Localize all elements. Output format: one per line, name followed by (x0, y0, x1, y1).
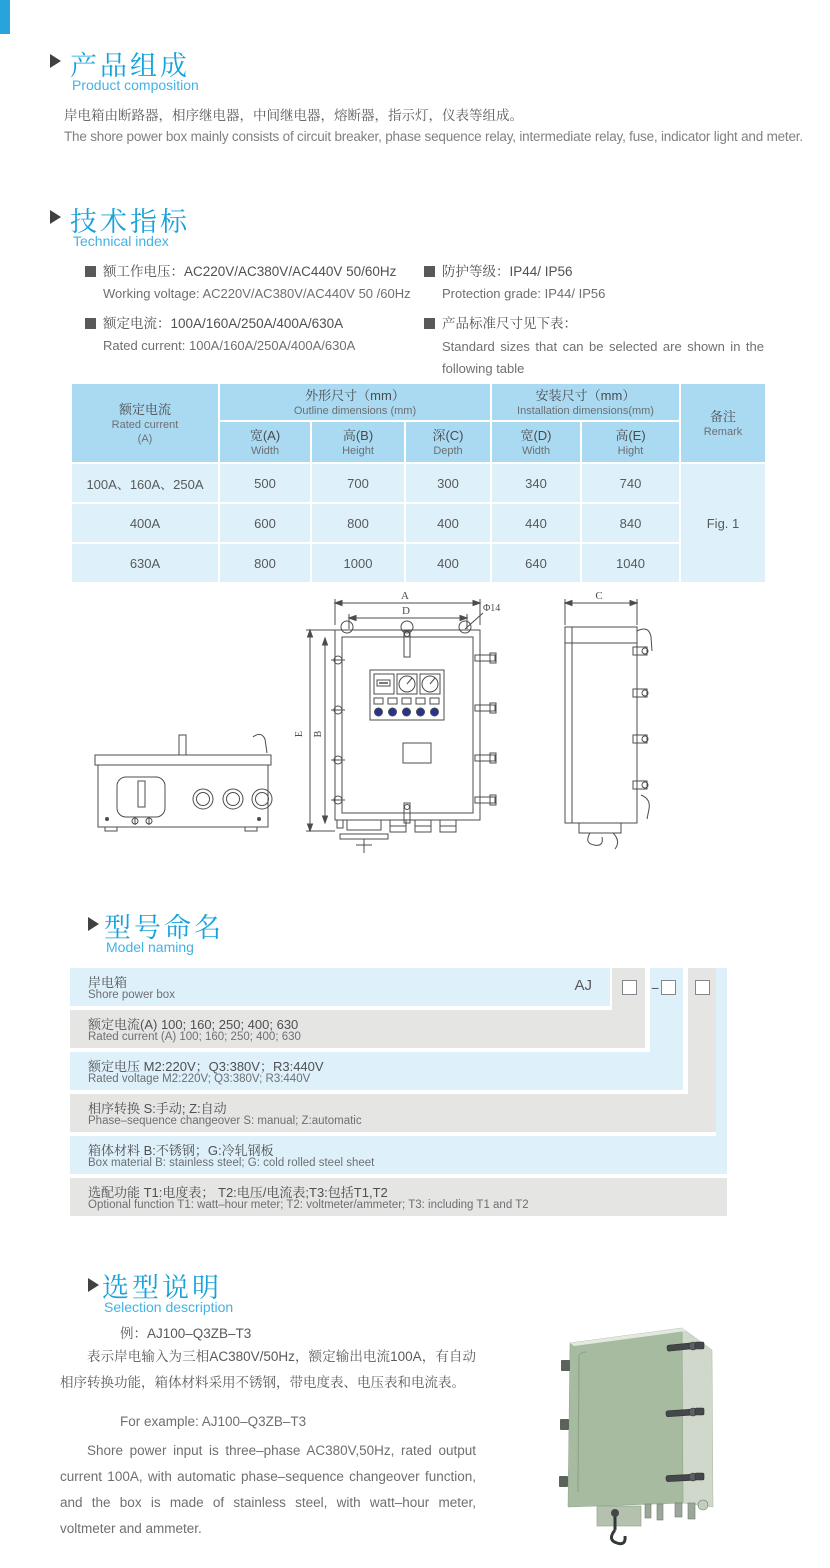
table-row (72, 544, 765, 582)
cell-value: 800 (220, 544, 310, 582)
table-header-rated-current: 额定电流 Rated current (A) (72, 384, 218, 462)
cabinet-bottom-bracket (597, 1506, 641, 1526)
cell-value: 1000 (312, 544, 404, 582)
model-row-optional-function: 选配功能 T1:电度表； T2:电压/电流表;T3:包括T1,T2 Optional function T1: watt–hour meter; T2: voltmeter/ammeter; T3: including T1 and T2 (70, 1178, 727, 1216)
section-arrow-icon (50, 210, 61, 224)
section-arrow-icon (88, 917, 99, 931)
cell-value: 400 (406, 544, 490, 582)
dim-label-d: D (402, 605, 410, 617)
model-code-box-3 (695, 980, 710, 995)
cell-value: 700 (312, 464, 404, 502)
model-row-rated-voltage: 额定电压 M2:220V；Q3:380V；R3:440V Rated voltage M2:220V; Q3:380V; R3:440V (70, 1052, 683, 1090)
side-latches (633, 629, 652, 819)
side-view-drawing (565, 599, 652, 849)
table-header-remark: 备注 Remark (681, 384, 765, 462)
cabinet-front-face (568, 1328, 683, 1507)
spec-working-voltage-en: Working voltage: AC220V/AC380V/AC440V 50 /60Hz (103, 286, 411, 301)
table-subheader-width-a: 宽(A) Width (220, 422, 310, 462)
spec-rated-current-cn: 额定电流：100A/160A/250A/400A/630A (85, 312, 343, 332)
bottom-view-drawing (95, 734, 272, 831)
section-subtitle-technical-index: Technical index (73, 233, 169, 249)
product-photo-cabinet (545, 1300, 785, 1568)
model-row-shore-power-box: 岸电箱 Shore power box AJ (70, 968, 610, 1006)
spec-protection-grade-cn: 防护等级：IP44/ IP56 (424, 260, 573, 280)
selection-body-cn: 表示岸电输入为三相AC380V/50Hz，额定输出电流100A，有自动相序转换功能，箱体材料采用不锈钢，带电度表、电压表和电流表。 (60, 1349, 476, 1390)
technical-drawings (85, 585, 685, 875)
composition-body-cn: 岸电箱由断路器，相序继电器，中间继电器，熔断器，指示灯，仪表等组成。 (64, 108, 523, 123)
model-code-dash: − (651, 980, 660, 996)
spec-bullet-icon (85, 266, 96, 277)
table-row (72, 464, 765, 502)
hinges (475, 653, 496, 805)
cell-current: 630A (72, 544, 218, 582)
cell-value: 740 (582, 464, 679, 502)
model-row-phase-sequence: 相序转换 S:手动; Z:自动 Phase–sequence changeover S: manual; Z:automatic (70, 1094, 716, 1132)
section-subtitle-model-naming: Model naming (106, 939, 194, 955)
dim-label-a: A (401, 590, 409, 602)
standard-size-table (70, 382, 767, 584)
spec-working-voltage-cn: 额工作电压：AC220V/AC380V/AC440V 50/60Hz (85, 260, 396, 280)
dim-label-c: C (595, 590, 603, 602)
model-row-rated-current: 额定电流(A) 100; 160; 250; 400; 630 Rated current (A) 100; 160; 250; 400; 630 (70, 1010, 645, 1048)
cell-value: 300 (406, 464, 490, 502)
cell-current: 400A (72, 504, 218, 542)
cell-value: 1040 (582, 544, 679, 582)
section-subtitle-selection: Selection description (104, 1299, 234, 1315)
section-title-model-naming: 型号命名 (104, 913, 224, 943)
section-title-product-composition: 产品组成 (70, 51, 190, 81)
section-subtitle-product-composition: Product composition (72, 77, 199, 93)
selection-example-cn: 例：AJ100–Q3ZB–T3 (120, 1326, 252, 1341)
spec-rated-current-en: Rated current: 100A/160A/250A/400A/630A (103, 338, 356, 353)
section-arrow-icon (88, 1278, 99, 1292)
spec-standard-sizes-cn: 产品标准尺寸见下表： (424, 312, 577, 332)
dim-label-e: E (294, 730, 305, 738)
model-row-box-material: 箱体材料 B:不锈钢；G:冷轧钢板 Box material B: stainless steel; G: cold rolled steel sheet (70, 1136, 727, 1174)
spec-standard-sizes-en: Standard sizes that can be selected are shown in the following table (442, 339, 764, 376)
cell-value: 800 (312, 504, 404, 542)
cell-remark: Fig. 1 (681, 464, 765, 582)
composition-body-en: The shore power box mainly consists of circuit breaker, phase sequence relay, intermediate relay, fuse, indicator light and meter. (64, 129, 803, 144)
section-arrow-icon (50, 54, 61, 68)
section-title-technical-index: 技术指标 (70, 207, 190, 237)
model-prefix: AJ (574, 977, 592, 994)
cell-current: 100A、160A、250A (72, 464, 218, 502)
table-header-installation-dimensions: 安装尺寸（mm） Installation dimensions(mm) (492, 384, 679, 420)
model-code-box-2 (661, 980, 676, 995)
door-bolts (331, 656, 345, 804)
selection-body-en: Shore power input is three–phase AC380V,50Hz, rated output current 100A, with automatic phase–sequence changeover function, and the box is made of stainless steel, with watt–hour meter, voltmeter and ammeter. (60, 1443, 476, 1536)
cell-value: 500 (220, 464, 310, 502)
section-title-selection: 选型说明 (102, 1273, 222, 1303)
cell-value: 600 (220, 504, 310, 542)
corner-accent-stripe (0, 0, 10, 34)
spec-bullet-icon (424, 266, 435, 277)
indicator-lights (374, 698, 439, 716)
table-row (72, 504, 765, 542)
selection-example-en: For example: AJ100–Q3ZB–T3 (120, 1414, 307, 1429)
table-header-outline-dimensions: 外形尺寸（mm） Outline dimensions (mm) (220, 384, 490, 420)
table-subheader-width-d: 宽(D) Width (492, 422, 580, 462)
cell-value: 440 (492, 504, 580, 542)
table-subheader-height-b: 高(B) Height (312, 422, 404, 462)
table-subheader-height-e: 高(E) Hight (582, 422, 679, 462)
spec-protection-grade-en: Protection grade: IP44/ IP56 (442, 286, 606, 301)
table-subheader-depth-c: 深(C) Depth (406, 422, 490, 462)
spec-bullet-icon (424, 318, 435, 329)
cell-value: 400 (406, 504, 490, 542)
front-view-drawing (306, 599, 496, 853)
cell-value: 840 (582, 504, 679, 542)
dim-label-b: B (313, 730, 324, 738)
model-code-box-1 (622, 980, 637, 995)
cell-value: 340 (492, 464, 580, 502)
spec-bullet-icon (85, 318, 96, 329)
cell-value: 640 (492, 544, 580, 582)
dim-label-hole: Φ14 (483, 603, 501, 614)
